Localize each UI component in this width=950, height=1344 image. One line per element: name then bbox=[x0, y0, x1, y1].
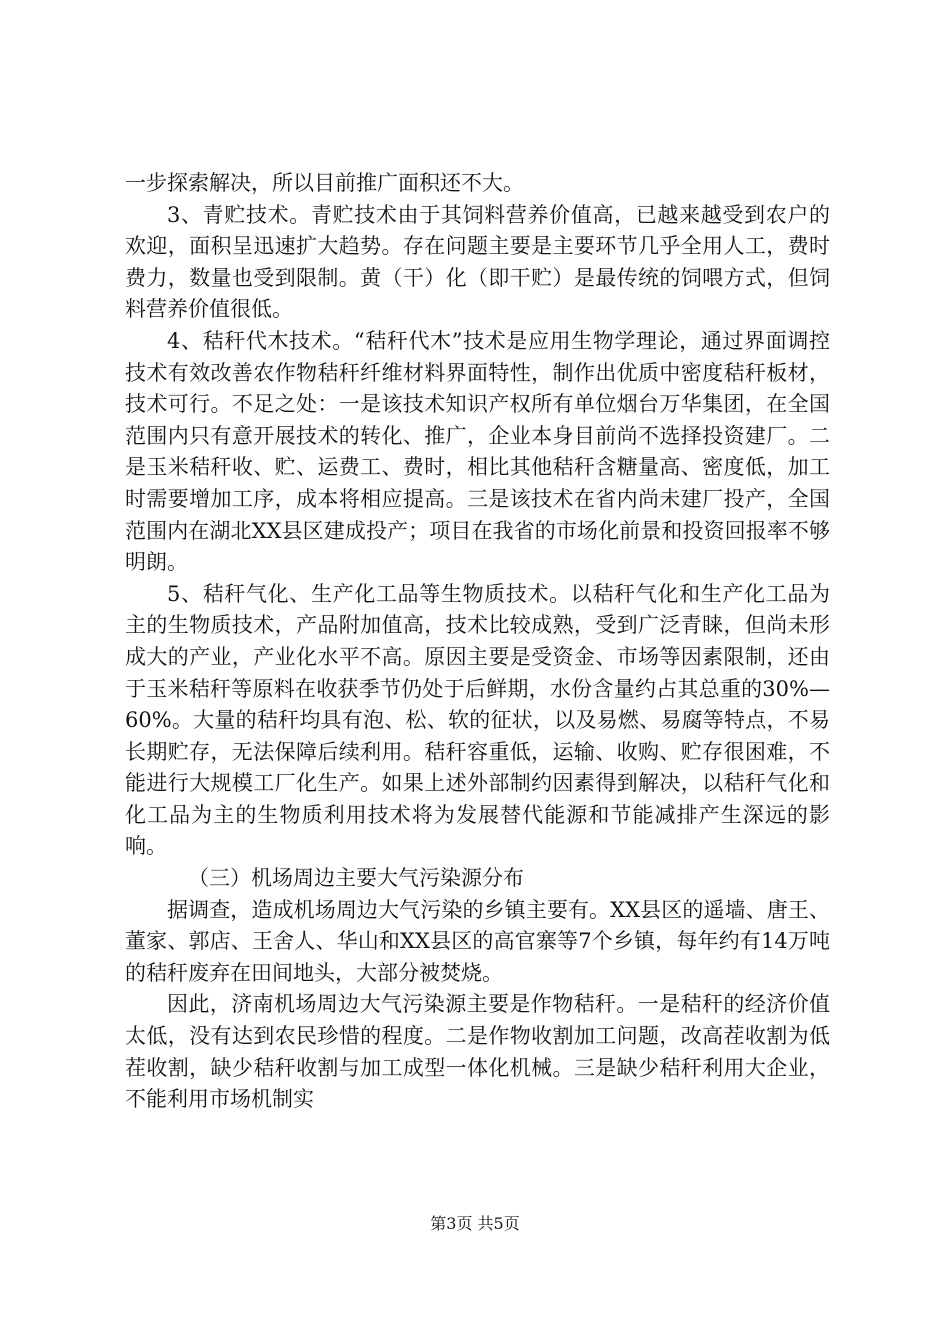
paragraph-straw-wood-technology: 4、秸秆代木技术。“秸秆代木”技术是应用生物学理论，通过界面调控技术有效改善农作物秸秆纤维材料界面特性，制作出优质中密度秸秆板材，技术可行。不足之处：一是该技术知识产权所有单位烟台万华集团，在全国范围内只有意开展技术的转化、推广，企业本身目前尚不选择投资建厂。二是玉米秸秆收、贮、运费工、费时，相比其他秸秆含糖量高、密度低，加工时需要增加工序，成本将相应提高。三是该技术在省内尚未建厂投产，全国范围内在湖北XX县区建成投产；项目在我省的市场化前景和投资回报率不够明朗。 bbox=[125, 328, 830, 575]
paragraph-continuation: 一步探索解决，所以目前推广面积还不大。 bbox=[125, 171, 524, 195]
section-heading-pollution-sources: （三）机场周边主要大气污染源分布 bbox=[188, 866, 524, 891]
document-body bbox=[125, 168, 830, 1116]
page-number-footer: 第3页 共5页 bbox=[430, 1214, 520, 1233]
paragraph-silage-technology: 3、青贮技术。青贮技术由于其饲料营养价值高，已越来越受到农户的欢迎，面积呈迅速扩大趋势。存在问题主要是主要环节几乎全用人工，费时费力，数量也受到限制。黄（干）化（即干贮）是最传统的饲喂方式，但饲料营养价值很低。 bbox=[125, 202, 830, 322]
paragraph-conclusion: 因此，济南机场周边大气污染源主要是作物秸秆。一是秸秆的经济价值太低，没有达到农民珍惜的程度。二是作物收割加工问题，改高茬收割为低茬收割，缺少秸秆收割与加工成型一体化机械。三是缺少秸秆利用大企业，不能利用市场机制实 bbox=[125, 992, 830, 1112]
paragraph-biomass-technology: 5、秸秆气化、生产化工品等生物质技术。以秸秆气化和生产化工品为主的生物质技术，产品附加值高，技术比较成熟，受到广泛青睐，但尚未形成大的产业，产业化水平不高。原因主要是受资金、市场等因素限制，还由于玉米秸秆等原料在收获季节仍处于后鲜期，水份含量约占其总重的30%—60%。大量的秸秆均具有泡、松、软的征状，以及易燃、易腐等特点，不易长期贮存，无法保障后续利用。秸秆容重低，运输、收购、贮存很困难，不能进行大规模工厂化生产。如果上述外部制约因素得到解决，以秸秆气化和化工品为主的生物质利用技术将为发展替代能源和节能减排产生深远的影响。 bbox=[125, 581, 830, 859]
paragraph-survey: 据调查，造成机场周边大气污染的乡镇主要有。XX县区的遥墙、唐王、董家、郭店、王舍人、华山和XX县区的高官寨等7个乡镇，每年约有14万吨的秸秆废弃在田间地头，大部分被焚烧。 bbox=[125, 897, 830, 985]
